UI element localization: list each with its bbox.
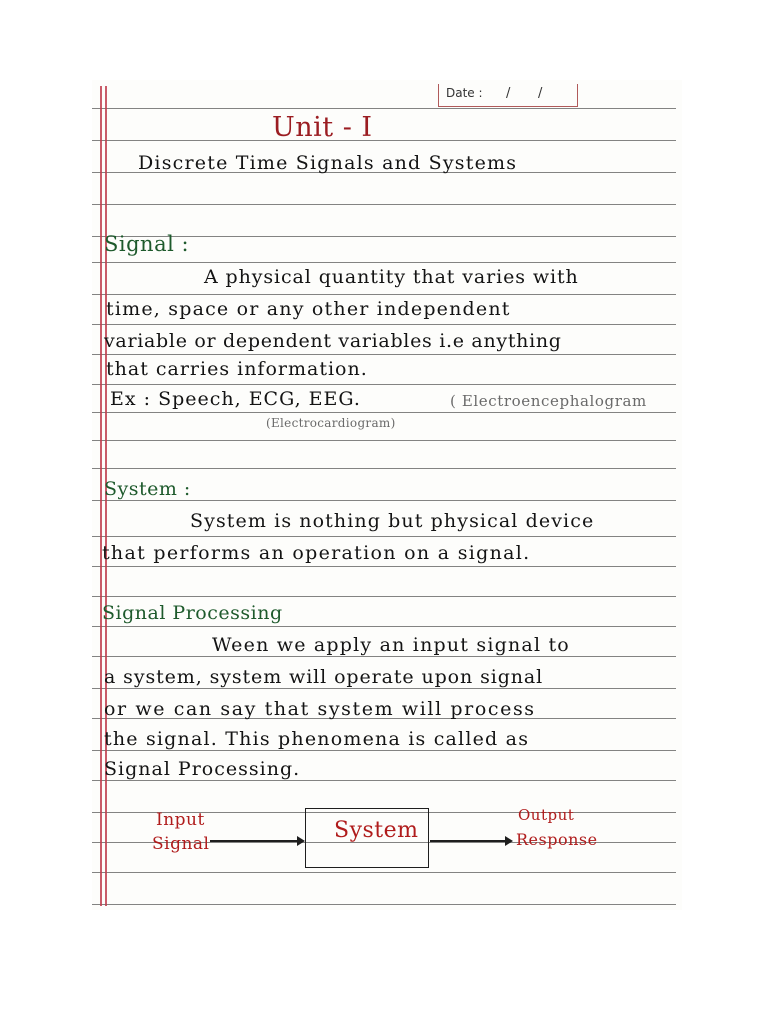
- ruled-line: [92, 108, 676, 109]
- input-label-line2: Signal: [152, 834, 210, 854]
- date-label: Date :: [446, 86, 483, 100]
- signal-line-2: time, space or any other independent: [106, 298, 511, 320]
- ruled-line: [92, 904, 676, 905]
- ruled-line: [92, 500, 676, 501]
- ruled-line: [92, 468, 676, 469]
- date-separator: /: [538, 86, 543, 101]
- ruled-line: [92, 750, 676, 751]
- sp-line-5: Signal Processing.: [104, 758, 301, 780]
- ruled-line: [92, 566, 676, 567]
- ruled-line: [92, 294, 676, 295]
- signal-line-1: A physical quantity that varies with: [204, 266, 579, 288]
- signal-heading: Signal :: [104, 232, 190, 256]
- signal-example: Ex : Speech, ECG, EEG.: [110, 388, 361, 410]
- system-heading: System :: [104, 478, 191, 500]
- ruled-line: [92, 412, 676, 413]
- signal-line-3: variable or dependent variables i.e anything: [104, 330, 562, 352]
- ecg-note: (Electrocardiogram): [266, 416, 396, 430]
- output-arrow-line: [430, 840, 506, 842]
- ruled-line: [92, 536, 676, 537]
- ruled-line: [92, 656, 676, 657]
- ruled-line: [92, 872, 676, 873]
- system-block-label: System: [334, 818, 419, 843]
- eeg-note: ( Electroencephalogram: [450, 392, 647, 410]
- output-label-line2: Response: [516, 830, 598, 849]
- input-label-line1: Input: [156, 810, 205, 830]
- ruled-line: [92, 204, 676, 205]
- signal-processing-heading: Signal Processing: [102, 602, 283, 624]
- ruled-line: [92, 626, 676, 627]
- date-separator: /: [506, 86, 511, 101]
- ruled-line: [92, 596, 676, 597]
- input-arrow-head: [297, 836, 305, 846]
- page-subtitle: Discrete Time Signals and Systems: [138, 152, 518, 174]
- ruled-line: [92, 140, 676, 141]
- ruled-line: [92, 262, 676, 263]
- system-line-1: System is nothing but physical device: [190, 510, 595, 532]
- ruled-line: [92, 688, 676, 689]
- ruled-line: [92, 440, 676, 441]
- ruled-line: [92, 780, 676, 781]
- sp-line-4: the signal. This phenomena is called as: [104, 728, 530, 750]
- input-arrow-line: [210, 840, 298, 842]
- sp-line-3: or we can say that system will process: [104, 698, 536, 720]
- ruled-line: [92, 354, 676, 355]
- signal-line-4: that carries information.: [106, 358, 368, 380]
- sp-line-2: a system, system will operate upon signal: [104, 666, 544, 688]
- page-title: Unit - I: [272, 112, 373, 143]
- ruled-line: [92, 384, 676, 385]
- margin-line-left: [100, 86, 102, 906]
- ruled-line: [92, 324, 676, 325]
- system-line-2: that performs an operation on a signal.: [102, 542, 531, 564]
- output-arrow-head: [505, 836, 513, 846]
- output-label-line1: Output: [518, 806, 575, 824]
- sp-line-1: Ween we apply an input signal to: [212, 634, 570, 656]
